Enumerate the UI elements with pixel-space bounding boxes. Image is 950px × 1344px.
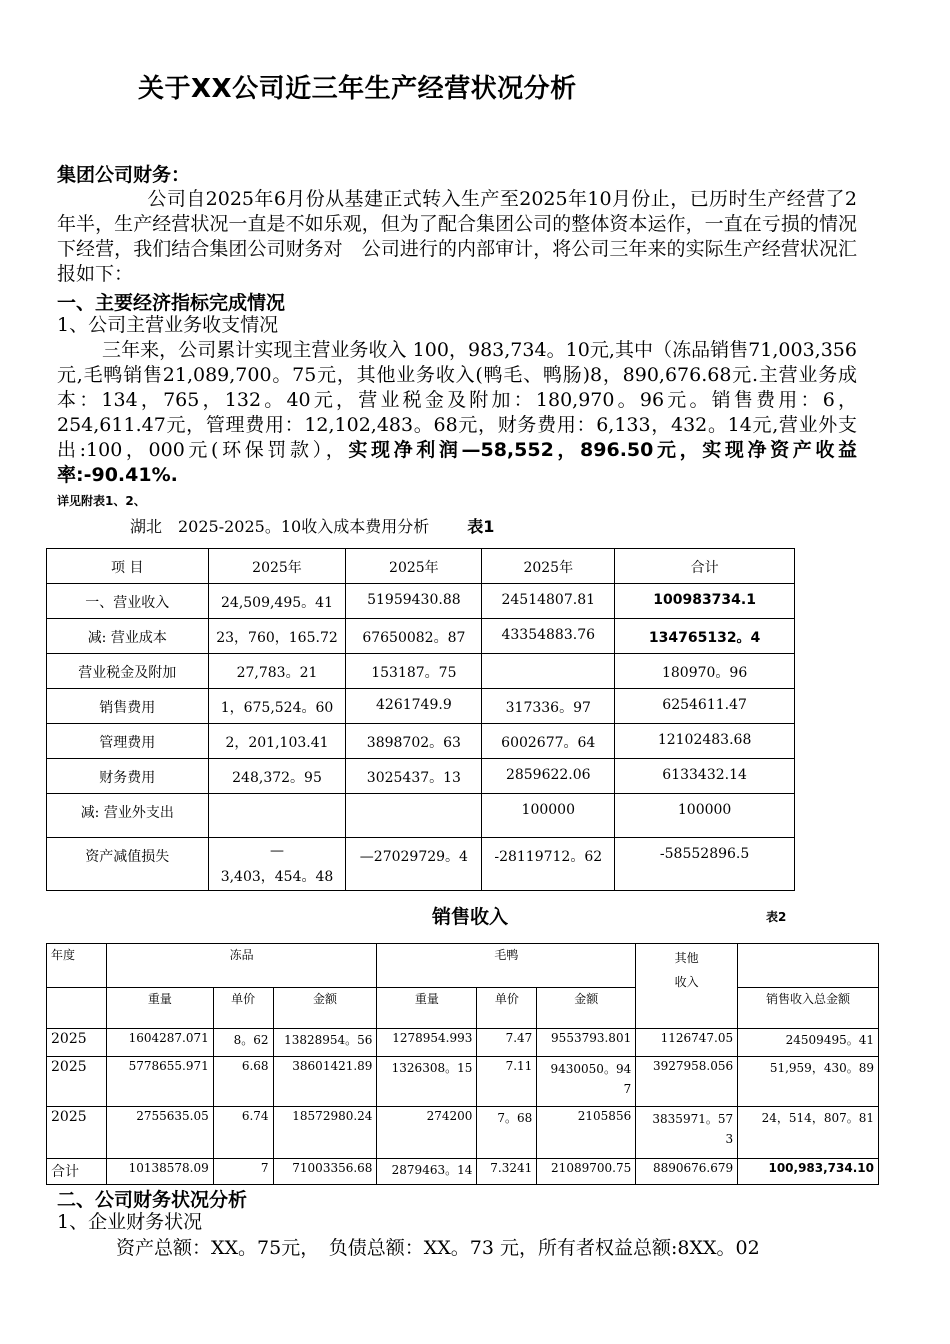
t1-cell [346,794,482,838]
t1-cell: 24514807.81 [482,584,615,619]
t2-cell: 1326308。15 [377,1057,477,1107]
t1-cell: 3025437。13 [346,759,482,794]
t2-cell: 9430050。94 7 [537,1057,636,1107]
t2-cell: 8。62 [213,1029,273,1057]
t1-cell: 180970。96 [615,654,795,689]
t2-cell-year: 合计 [47,1159,107,1185]
t1-cell: 67650082。87 [346,619,482,654]
t2-cell: 7.11 [477,1057,537,1107]
intro-text: 公司自2025年6月份从基建正式转入生产至2025年10月份止，已历时生产经营了2年半，生产经营状况一直是不如乐观，但为了配合集团公司的整体资本运作，一直在亏损的情况下经营，我们结合集团公司财务对 公司进行的内部审计，将公司三年来的实际生产经营状况汇报如下： [57,188,857,285]
t1-header-year-c: 2025年 [482,549,615,584]
t1-row-impairment [47,838,795,891]
t1-cell: 4261749.9 [346,689,482,724]
t2-cell: 8890676.679 [636,1159,738,1185]
t2-row-total [47,1159,879,1185]
t2-header-weight: 重量 [377,988,477,1029]
t2-row [47,1107,879,1159]
t1-row-revenue [47,584,795,619]
t2-header-blank [738,944,879,988]
t1-cell: 134765132。4 [615,619,795,654]
t1-header-item: 项 目 [47,549,209,584]
t1-cell: 一、营业收入 [47,584,209,619]
page-title: 关于XX公司近三年生产经营状况分析 [138,74,577,104]
t2-cell: 3927958.056 [636,1057,738,1107]
t2-header-other: 其他 收入 [636,944,738,1029]
t2-cell: 5778655.971 [106,1057,213,1107]
t2-header-duck: 毛鸭 [377,944,636,988]
t1-cell: —27029729。4 [346,838,482,891]
t2-cell: 9553793.801 [537,1029,636,1057]
t2-cell: 1604287.071 [106,1029,213,1057]
t1-cell: 销售费用 [47,689,209,724]
t2-cell: 38601421.89 [273,1057,377,1107]
t2-header-price: 单价 [213,988,273,1029]
t2-cell: 7 [213,1159,273,1185]
t1-cell: 营业税金及附加 [47,654,209,689]
t1-cell: 6254611.47 [615,689,795,724]
t2-cell: 21089700.75 [537,1159,636,1185]
t2-cell: 1126747.05 [636,1029,738,1057]
t1-cell: 6002677。64 [482,724,615,759]
t1-cell: — 3,403，454。48 [208,838,346,891]
t2-cell: 1278954.993 [377,1029,477,1057]
t2-header-blank [47,988,107,1029]
t1-cell: 27,783。21 [208,654,346,689]
t1-cell: 317336。97 [482,689,615,724]
table1-caption [130,514,494,537]
t1-cell: 51959430.88 [346,584,482,619]
balance-paragraph: 资产总额：XX。75元， 负债总额：XX。73 元，所有者权益总额:8XX。02 [116,1237,760,1259]
income-paragraph [57,338,857,488]
t2-cell: 2879463。14 [377,1159,477,1185]
t2-cell: 13828954。56 [273,1029,377,1057]
subsection-heading-2: 1、企业财务状况 [57,1211,203,1233]
section-heading-2: 二、公司财务状况分析 [57,1189,248,1211]
t2-cell: 24509495。41 [738,1029,879,1057]
t1-cell: 财务费用 [47,759,209,794]
t2-header-amount: 金额 [273,988,377,1029]
t2-header-weight: 重量 [106,988,213,1029]
t1-cell: 资产减值损失 [47,838,209,891]
t1-cell [482,654,615,689]
t1-cell: 100000 [615,794,795,838]
t2-cell: 18572980.24 [273,1107,377,1159]
table1-tag: 表1 [467,517,495,536]
intro-paragraph [57,187,857,287]
t2-cell: 7。68 [477,1107,537,1159]
t2-cell: 7.3241 [477,1159,537,1185]
t1-cell: 43354883.76 [482,619,615,654]
t2-cell: 71003356.68 [273,1159,377,1185]
t1-cell: 2859622.06 [482,759,615,794]
t1-row-tax [47,654,795,689]
t1-cell: 248,372。95 [208,759,346,794]
t2-header-price: 单价 [477,988,537,1029]
t1-header-year-b: 2025年 [346,549,482,584]
t1-cell: 6133432.14 [615,759,795,794]
t1-cell: 减: 营业成本 [47,619,209,654]
appendix-note: 详见附表1、2、 [57,494,146,508]
t2-header-year: 年度 [47,944,107,988]
t1-cell: 2，201,103.41 [208,724,346,759]
table1-caption-text: 湖北 2025-2025。10收入成本费用分析 [130,517,430,536]
t2-header-frozen: 冻品 [106,944,377,988]
salutation: 集团公司财务： [57,164,191,186]
t2-cell: 2105856 [537,1107,636,1159]
t2-cell: 51,959，430。89 [738,1057,879,1107]
t1-cell: 3898702。63 [346,724,482,759]
t2-cell: 6.68 [213,1057,273,1107]
sales-income-table [46,943,879,1185]
t1-cell: 23，760，165.72 [208,619,346,654]
table2-tag: 表2 [766,910,787,924]
t2-row [47,1057,879,1107]
t2-cell: 10138578.09 [106,1159,213,1185]
t1-cell: 1，675,524。60 [208,689,346,724]
t2-header-amount: 金额 [537,988,636,1029]
t2-cell: 24，514，807。81 [738,1107,879,1159]
t2-cell-year: 2025 [47,1107,107,1159]
t1-cell: -58552896.5 [615,838,795,891]
t1-cell: 12102483.68 [615,724,795,759]
t2-cell: 274200 [377,1107,477,1159]
t1-header-total: 合计 [615,549,795,584]
t1-row-non-operating [47,794,795,838]
t1-row-admin-expense [47,724,795,759]
section-heading-1: 一、主要经济指标完成情况 [57,292,286,314]
t1-row-finance-expense [47,759,795,794]
net-profit-text: 实现净利润—58,552，896.50元，实现净资产收益率:-90.41%. [57,439,857,486]
t1-cell [208,794,346,838]
t1-cell: 153187。75 [346,654,482,689]
t2-cell-year: 2025 [47,1029,107,1057]
t1-cell: -28119712。62 [482,838,615,891]
income-cost-table [46,548,795,891]
t1-cell: 100983734.1 [615,584,795,619]
t2-header-total: 销售收入总金额 [738,988,879,1029]
t1-row-sales-expense [47,689,795,724]
t1-cell: 减: 营业外支出 [47,794,209,838]
subsection-heading-1: 1、公司主营业务收支情况 [57,314,279,336]
t2-cell-year: 2025 [47,1057,107,1107]
t2-row [47,1029,879,1057]
t1-cell: 24,509,495。41 [208,584,346,619]
t2-cell: 6.74 [213,1107,273,1159]
t2-cell: 100,983,734.10 [738,1159,879,1185]
t1-cell: 管理费用 [47,724,209,759]
t2-cell: 7.47 [477,1029,537,1057]
t1-header-year-a: 2025年 [208,549,346,584]
table2-caption: 销售收入 [432,906,509,928]
income-text: 三年来，公司累计实现主营业务收入 100，983,734。10元,其中（冻品销售71,003,356元,毛鸭销售21,089,700。75元，其他业务收入(鸭毛、鸭肠)8，890,676.68元.主营业务成本：134，765，132。40元，营业税金及附加：180,970。96元。销售费用：6，254,611.47元，管理费用：12,102,483。68元，财务费用：6,133，432。14元,营业外支出:100，000元(环保罚款）， [57,339,857,461]
t2-cell: 3835971。57 3 [636,1107,738,1159]
t2-cell: 2755635.05 [106,1107,213,1159]
t1-cell: 100000 [482,794,615,838]
t1-row-cost [47,619,795,654]
